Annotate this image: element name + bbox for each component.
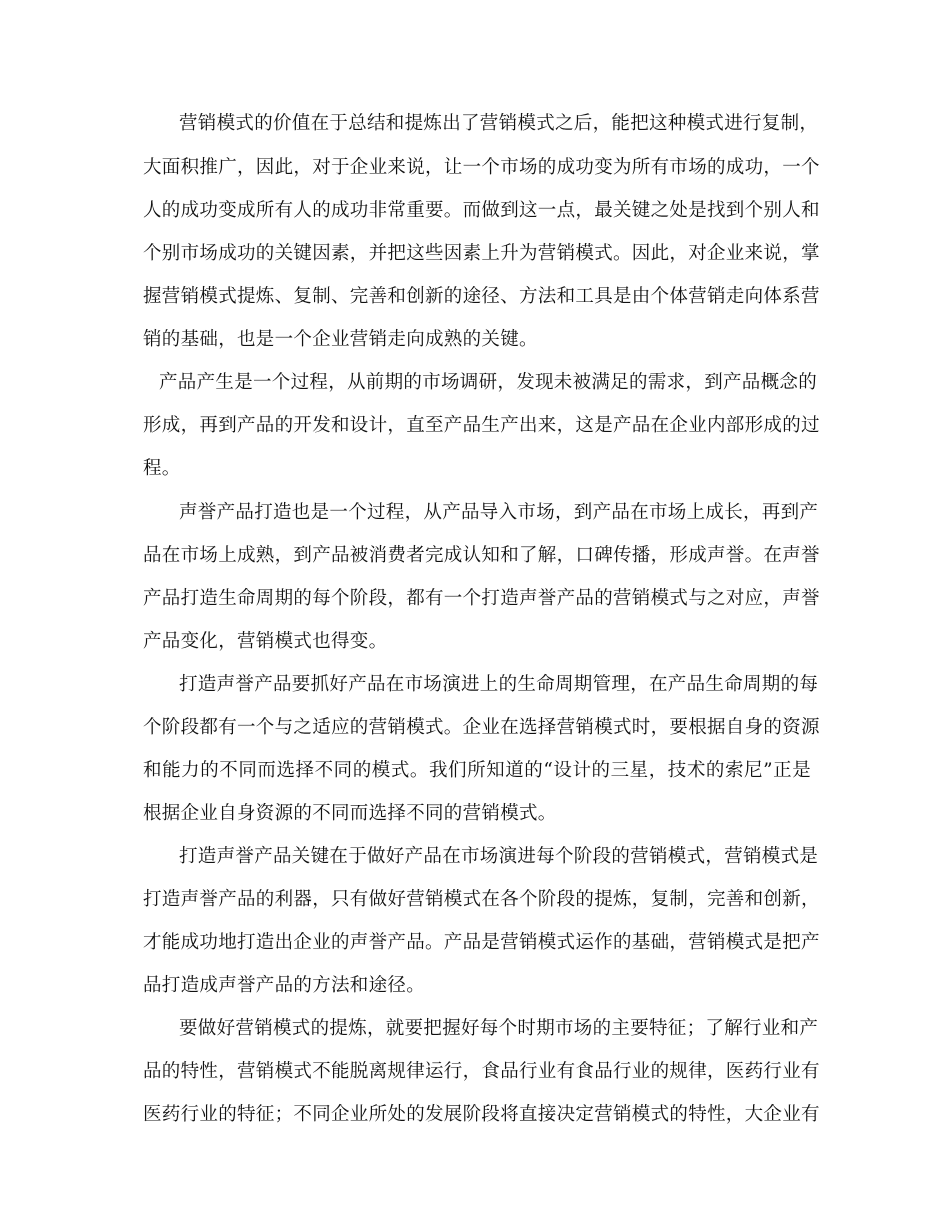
paragraph-5-line-4: 品打造成声誉产品的方法和途径。 [143, 975, 426, 996]
paragraph-6-line-2: 品的特性，营销模式不能脱离规律运行，食品行业有食品行业的规律，医药行业有 [143, 1061, 820, 1082]
paragraph-5-line-3: 才能成功地打造出企业的声誉产品。产品是营销模式运作的基础，营销模式是把产 [143, 932, 820, 953]
paragraph-3-line-3: 产品打造生命周期的每个阶段，都有一个打造声誉产品的营销模式与之对应，声誉 [143, 588, 820, 609]
paragraph-4-line-3: 和能力的不同而选择不同的模式。我们所知道的“设计的三星，技术的索尼”正是 [143, 760, 811, 781]
paragraph-6-line-3: 医药行业的特征；不同企业所处的发展阶段将直接决定营销模式的特性，大企业有 [143, 1104, 820, 1125]
paragraph-1-line-4: 个别市场成功的关键因素，并把这些因素上升为营销模式。因此，对企业来说，掌 [143, 243, 820, 264]
paragraph-2-line-3: 程。 [143, 458, 181, 479]
paragraph-1-line-1: 营销模式的价值在于总结和提炼出了营销模式之后，能把这种模式进行复制， [179, 113, 819, 134]
paragraph-1-line-3: 人的成功变成所有人的成功非常重要。而做到这一点，最关键之处是找到个别人和 [143, 200, 820, 221]
paragraph-1-line-5: 握营销模式提炼、复制、完善和创新的途径、方法和工具是由个体营销走向体系营 [143, 286, 820, 307]
paragraph-2-line-1: 产品产生是一个过程，从前期的市场调研，发现未被满足的需求，到产品概念的 [159, 372, 818, 393]
paragraph-1-line-6: 销的基础，也是一个企业营销走向成熟的关键。 [143, 329, 538, 350]
paragraph-2-line-2: 形成，再到产品的开发和设计，直至产品生产出来，这是产品在企业内部形成的过 [143, 415, 820, 436]
paragraph-4-line-4: 根据企业自身资源的不同而选择不同的营销模式。 [143, 803, 557, 824]
paragraph-3-line-4: 产品变化，营销模式也得变。 [143, 631, 388, 652]
paragraph-3-line-1: 声誉产品打造也是一个过程，从产品导入市场，到产品在市场上成长，再到产 [179, 502, 819, 523]
paragraph-5-line-2: 打造声誉产品的利器，只有做好营销模式在各个阶段的提炼，复制，完善和创新， [143, 889, 820, 910]
paragraph-4-line-2: 个阶段都有一个与之适应的营销模式。企业在选择营销模式时，要根据自身的资源 [143, 717, 820, 738]
paragraph-6-line-1: 要做好营销模式的提炼，就要把握好每个时期市场的主要特征；了解行业和产 [179, 1018, 819, 1039]
paragraph-5-line-1: 打造声誉产品关键在于做好产品在市场演进每个阶段的营销模式，营销模式是 [179, 846, 819, 867]
paragraph-3-line-2: 品在市场上成熟，到产品被消费者完成认知和了解，口碑传播，形成声誉。在声誉 [143, 545, 820, 566]
paragraph-1-line-2: 大面积推广，因此，对于企业来说，让一个市场的成功变为所有市场的成功，一个 [143, 157, 820, 178]
paragraph-4-line-1: 打造声誉产品要抓好产品在市场演进上的生命周期管理，在产品生命周期的每 [179, 674, 819, 695]
